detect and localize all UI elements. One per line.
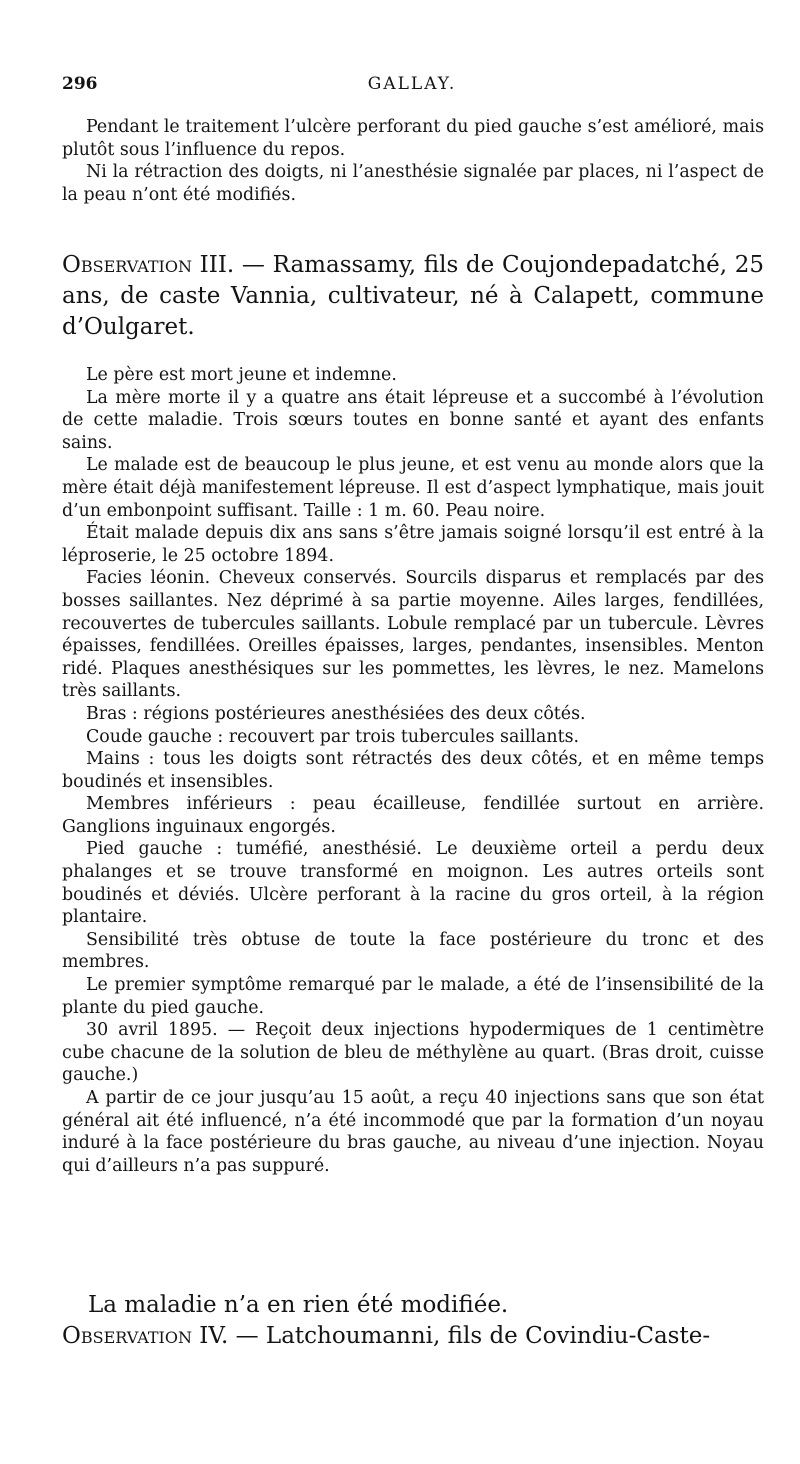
intro-paragraph: Ni la rétraction des doigts, ni l’anesthésie signalée par places, ni l’aspect de la peau n’ont été modifiés. — [62, 162, 764, 205]
body-paragraph: Le père est mort jeune et indemne. — [86, 365, 397, 385]
conclusion-line: La maladie n’a en rien été modifiée. — [88, 1292, 509, 1318]
observation-iii-heading — [62, 250, 764, 343]
body-paragraph: Pied gauche : tuméfié, anesthésié. Le deuxième orteil a perdu deux phalanges et se trouve transformé en moignon. Les autres orteils sont boudinés et déviés. Ulcère perforant à la racine du gros orteil, à la région plantaire. — [62, 839, 764, 928]
body-paragraph: Sensibilité très obtuse de toute la face postérieure du tronc et des membres. — [62, 929, 764, 973]
body-paragraph: Le premier symptôme remarqué par le malade, a été de l’insensibilité de la plante du pied gauche. — [62, 975, 764, 1018]
body-paragraph: Coude gauche : recouvert par trois tubercules saillants. — [86, 726, 580, 747]
body-paragraph: Membres inférieurs : peau écailleuse, fendillée surtout en arrière. Ganglions inguinaux engorgés. — [62, 794, 764, 837]
page-header — [62, 74, 762, 98]
case-body — [62, 364, 764, 1177]
observation-heading — [62, 250, 764, 343]
body-paragraph: Le malade est de beaucoup le plus jeune, et est venu au monde alors que la mère était déjà manifestement lépreuse. Il est d’aspect lymphatique, mais jouit d’un embonpoint suffisant. Taille : 1 m. 60. Peau noire. — [62, 455, 764, 521]
intro-paragraph: Pendant le traitement l’ulcère perforant du pied gauche s’est amélioré, mais plutôt sous l’influence du repos. — [62, 117, 764, 160]
body-paragraph: Facies léonin. Cheveux conservés. Sourcils disparus et remplacés par des bosses saillantes. Nez déprimé à sa partie moyenne. Ailes larges, fendillées, recouvertes de tubercules saillants. Lobule remplacé par un tubercule. Lèvres épaisses, fendillées. Oreilles épaisses, larges, pendantes, insensibles. Menton ridé. Plaques anesthésiques sur les pommettes, les lèvres, le nez. Mamelons très saillants. — [62, 568, 764, 702]
observation-title: — Latchoumanni, fils de Covindiu-Caste- — [228, 1323, 711, 1349]
observation-label: Observation IV. — [62, 1323, 229, 1349]
page-number: 296 — [62, 74, 98, 94]
body-paragraph: Était malade depuis dix ans sans s’être jamais soigné lorsqu’il est entré à la léproserie, le 25 octobre 1894. — [62, 523, 764, 566]
body-paragraph: 30 avril 1895. — Reçoit deux injections hypodermiques de 1 centimètre cube chacune de la solution de bleu de méthylène au quart. (Bras droit, cuisse gauche.) — [62, 1020, 764, 1086]
observation-label: Observation III. — [62, 252, 235, 278]
observation-title: — Ramassamy, fils de Coujondepadatché, 25 ans, de caste Vannia, cultivateur, né à Calapett, commune d’Oulgaret. — [62, 252, 764, 340]
intro-section — [62, 116, 764, 206]
closing-section — [62, 1290, 764, 1352]
body-paragraph: Mains : tous les doigts sont rétractés des deux côtés, et en même temps boudinés et insensibles. — [62, 749, 764, 792]
observation-heading — [62, 1321, 764, 1352]
body-paragraph: A partir de ce jour jusqu’au 15 août, a reçu 40 injections sans que son état général ait été influencé, n’a été incommodé que par la formation d’un noyau induré à la face postérieure du bras gauche, au niveau d’une injection. Noyau qui d’ailleurs n’a pas suppuré. — [62, 1088, 764, 1176]
body-paragraph: Bras : régions postérieures anesthésiées des deux côtés. — [86, 703, 586, 724]
body-paragraph: La mère morte il y a quatre ans était lépreuse et a succombé à l’évolution de cette maladie. Trois sœurs toutes en bonne santé et ayant des enfants sains. — [62, 387, 764, 453]
running-title: GALLAY. — [367, 74, 457, 94]
